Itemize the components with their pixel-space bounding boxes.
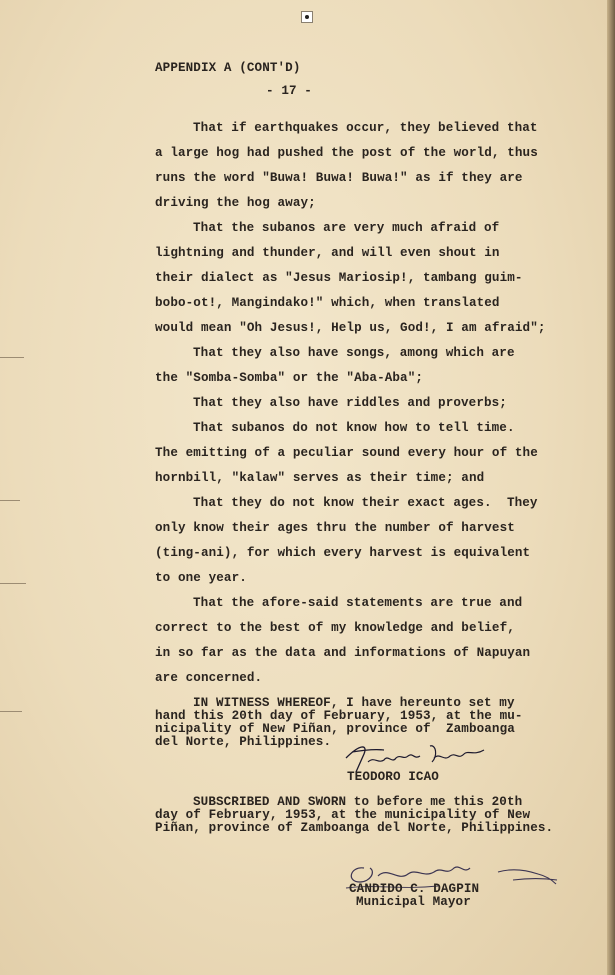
- body-line: are concerned.: [155, 671, 263, 685]
- margin-mark: [0, 500, 20, 501]
- body-line: That they also have songs, among which are: [193, 346, 515, 360]
- body-line: The emitting of a peculiar sound every hour of the: [155, 446, 538, 460]
- body-line: driving the hog away;: [155, 196, 316, 210]
- appendix-heading: APPENDIX A (CONT'D): [155, 61, 301, 75]
- body-line: the "Somba-Somba" or the "Aba-Aba";: [155, 371, 424, 385]
- witness-line: hand this 20th day of February, 1953, at the mu-: [155, 709, 523, 723]
- margin-mark: [0, 357, 24, 358]
- body-line: That the subanos are very much afraid of: [193, 221, 500, 235]
- body-line: would mean "Oh Jesus!, Help us, God!, I am afraid";: [155, 321, 546, 335]
- witness-line: IN WITNESS WHEREOF, I have hereunto set my: [193, 696, 515, 710]
- signatory-name: TEODORO ICAO: [347, 770, 439, 784]
- witness-line: nicipality of New Piñan, province of Zamboanga: [155, 722, 515, 736]
- page-edge-shadow: [607, 0, 615, 975]
- body-line: in so far as the data and informations of Napuyan: [155, 646, 531, 660]
- body-line: only know their ages thru the number of harvest: [155, 521, 515, 535]
- signatory-name: CANDIDO C. DAGPIN: [349, 882, 480, 896]
- body-line: (ting-ani), for which every harvest is equivalent: [155, 546, 531, 560]
- margin-mark: [0, 583, 26, 584]
- body-line: bobo-ot!, Mangindako!" which, when translated: [155, 296, 500, 310]
- page-number: - 17 -: [266, 84, 312, 98]
- body-line: That they do not know their exact ages. They: [193, 496, 538, 510]
- body-line: That they also have riddles and proverbs;: [193, 396, 507, 410]
- subscribed-line: day of February, 1953, at the municipality of New: [155, 808, 531, 822]
- body-line: correct to the best of my knowledge and belief,: [155, 621, 515, 635]
- body-line: a large hog had pushed the post of the world, thus: [155, 146, 538, 160]
- subscribed-line: Piñan, province of Zamboanga del Norte, Philippines.: [155, 821, 554, 835]
- subscribed-line: SUBSCRIBED AND SWORN to before me this 20th: [193, 795, 523, 809]
- body-line: their dialect as "Jesus Mariosip!, tambang guim-: [155, 271, 523, 285]
- body-line: hornbill, "kalaw" serves as their time; and: [155, 471, 485, 485]
- margin-mark: [0, 711, 22, 712]
- punch-hole-icon: [301, 11, 313, 23]
- body-line: lightning and thunder, and will even shout in: [155, 246, 500, 260]
- body-line: That subanos do not know how to tell time.: [193, 421, 515, 435]
- body-line: to one year.: [155, 571, 247, 585]
- body-line: That if earthquakes occur, they believed that: [193, 121, 538, 135]
- body-line: runs the word "Buwa! Buwa! Buwa!" as if they are: [155, 171, 523, 185]
- signatory-title: Municipal Mayor: [356, 895, 471, 909]
- witness-line: del Norte, Philippines.: [155, 735, 332, 749]
- body-line: That the afore-said statements are true and: [193, 596, 523, 610]
